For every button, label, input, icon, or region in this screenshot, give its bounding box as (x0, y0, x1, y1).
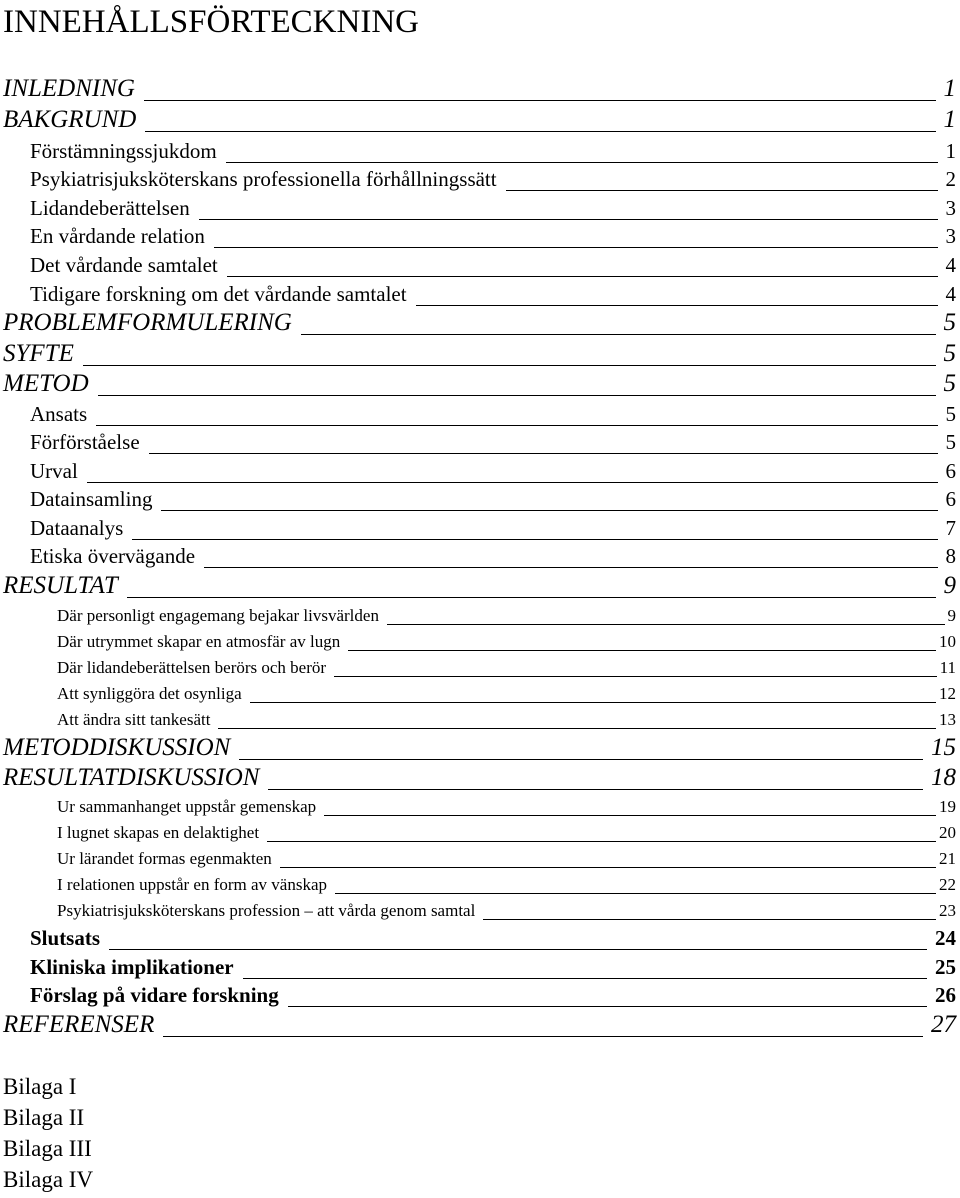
toc-entry[interactable] (30, 486, 956, 512)
toc-entry[interactable] (3, 105, 956, 135)
toc-entry-page: 5 (945, 402, 956, 426)
toc-entry-page: 24 (935, 926, 956, 950)
toc-entry-page: 3 (945, 196, 956, 220)
toc-entry-label: En vårdande relation (30, 224, 205, 248)
toc-entry-page: 21 (939, 849, 956, 868)
toc-entry-page: 23 (939, 901, 956, 920)
toc-leader-line (288, 1006, 927, 1007)
toc-leader-line (324, 815, 936, 816)
toc-entry[interactable] (57, 900, 956, 922)
toc-leader-line (250, 702, 936, 703)
toc-entry[interactable] (30, 166, 956, 192)
toc-entry-page: 18 (931, 764, 956, 791)
page-title: INNEHÅLLSFÖRTECKNING (3, 4, 419, 40)
toc-entry[interactable] (3, 369, 956, 399)
toc-entry-page: 1 (945, 139, 956, 163)
toc-entry-page: 20 (939, 823, 956, 842)
toc-entry-page: 5 (943, 309, 956, 336)
toc-entry[interactable] (30, 223, 956, 249)
toc-entry-page: 5 (943, 370, 956, 397)
toc-entry-page: 9 (943, 572, 956, 599)
toc-leader-line (280, 867, 936, 868)
toc-entry[interactable] (30, 954, 956, 980)
appendix-item[interactable]: Bilaga II (3, 1105, 85, 1130)
toc-leader-line (301, 334, 936, 335)
toc-leader-line (348, 650, 936, 651)
toc-entry-page: 4 (945, 253, 956, 277)
toc-entry-label: Där lidandeberättelsen berörs och berör (57, 658, 327, 677)
appendix-item[interactable]: Bilaga IV (3, 1167, 94, 1192)
toc-entry[interactable] (3, 763, 956, 793)
toc-entry[interactable] (57, 709, 956, 731)
toc-entry-page: 10 (939, 632, 956, 651)
toc-entry-label: REFERENSER (3, 1011, 155, 1038)
toc-leader-line (335, 893, 936, 894)
toc-entry[interactable] (3, 74, 956, 104)
toc-leader-line (163, 1036, 923, 1037)
toc-entry-label: PROBLEMFORMULERING (3, 309, 292, 336)
toc-entry[interactable] (57, 683, 956, 705)
toc-entry-label: Psykiatrisjuksköterskans professionella förhållningssätt (30, 167, 497, 191)
toc-entry-label: Ur lärandet formas egenmakten (57, 849, 272, 868)
toc-leader-line (387, 624, 945, 625)
toc-entry[interactable] (30, 281, 956, 307)
toc-entry[interactable] (30, 458, 956, 484)
toc-entry-label: Där personligt engagemang bejakar livsvärlden (57, 606, 379, 625)
toc-entry[interactable] (30, 982, 956, 1008)
toc-entry[interactable] (57, 848, 956, 870)
toc-entry-label: Där utrymmet skapar en atmosfär av lugn (57, 632, 341, 651)
toc-entry[interactable] (30, 925, 956, 951)
toc-entry-page: 6 (945, 459, 956, 483)
toc-entry[interactable] (3, 571, 956, 601)
toc-entry[interactable] (57, 605, 956, 627)
toc-leader-line (87, 482, 938, 483)
toc-leader-line (83, 365, 936, 366)
toc-leader-line (243, 978, 927, 979)
appendix-item[interactable]: Bilaga I (3, 1074, 77, 1099)
toc-entry-label: SYFTE (3, 340, 74, 367)
toc-entry-label: Ur sammanhanget uppstår gemenskap (57, 797, 317, 816)
toc-leader-line (506, 190, 938, 191)
toc-entry-page: 9 (947, 606, 956, 625)
toc-leader-line (132, 539, 937, 540)
toc-entry-page: 7 (945, 516, 956, 540)
toc-leader-line (96, 425, 937, 426)
toc-entry[interactable] (57, 631, 956, 653)
toc-leader-line (267, 841, 936, 842)
toc-entry-label: BAKGRUND (3, 106, 137, 133)
toc-leader-line (98, 395, 936, 396)
toc-leader-line (109, 949, 927, 950)
toc-leader-line (268, 789, 923, 790)
toc-entry-page: 5 (943, 340, 956, 367)
toc-entry[interactable] (30, 138, 956, 164)
toc-entry-page: 2 (945, 167, 956, 191)
toc-entry-label: METODDISKUSSION (3, 734, 231, 761)
toc-entry[interactable] (57, 657, 956, 679)
toc-entry-label: Förförståelse (30, 430, 140, 454)
toc-entry-label: Ansats (30, 402, 88, 426)
toc-entry[interactable] (3, 339, 956, 369)
toc-leader-line (334, 676, 937, 677)
toc-entry-page: 27 (931, 1011, 956, 1038)
toc-entry[interactable] (3, 1010, 956, 1040)
appendix-item[interactable]: Bilaga III (3, 1136, 92, 1161)
toc-entry-label: I relationen uppstår en form av vänskap (57, 875, 328, 894)
toc-entry-label: Etiska övervägande (30, 544, 196, 568)
toc-leader-line (483, 919, 936, 920)
toc-entry-label: RESULTAT (3, 572, 118, 599)
toc-entry-page: 3 (945, 224, 956, 248)
toc-entry-page: 11 (939, 658, 956, 677)
toc-leader-line (149, 453, 938, 454)
toc-entry-page: 8 (945, 544, 956, 568)
toc-leader-line (127, 597, 936, 598)
toc-entry-label: Psykiatrisjuksköterskans profession – att vårda genom samtal (57, 901, 476, 920)
toc-entry[interactable] (3, 733, 956, 763)
toc-entry-label: Förslag på vidare forskning (30, 983, 279, 1007)
toc-entry-label: INLEDNING (3, 75, 135, 102)
toc-entry-label: Slutsats (30, 926, 101, 950)
toc-entry[interactable] (30, 515, 956, 541)
toc-leader-line (227, 276, 938, 277)
toc-entry-page: 26 (935, 983, 956, 1007)
toc-entry-page: 6 (945, 487, 956, 511)
toc-entry-page: 1 (943, 75, 956, 102)
toc-entry[interactable] (30, 401, 956, 427)
toc-entry-label: Lidandeberättelsen (30, 196, 190, 220)
toc-leader-line (199, 219, 938, 220)
toc-leader-line (239, 759, 923, 760)
toc-leader-line (144, 100, 936, 101)
toc-entry[interactable] (30, 543, 956, 569)
toc-entry-label: I lugnet skapas en delaktighet (57, 823, 260, 842)
toc-entry-page: 22 (939, 875, 956, 894)
toc-entry-label: Kliniska implikationer (30, 955, 234, 979)
toc-entry[interactable] (57, 822, 956, 844)
toc-entry-page: 4 (945, 282, 956, 306)
toc-leader-line (204, 567, 937, 568)
toc-entry-label: Att ändra sitt tankesätt (57, 710, 211, 729)
toc-entry-label: Det vårdande samtalet (30, 253, 218, 277)
toc-entry-label: Dataanalys (30, 516, 124, 540)
toc-entry[interactable] (30, 195, 956, 221)
toc-entry-label: Datainsamling (30, 487, 153, 511)
toc-entry-label: RESULTATDISKUSSION (3, 764, 260, 791)
toc-entry-label: Tidigare forskning om det vårdande samtalet (30, 282, 407, 306)
toc-entry-page: 19 (939, 797, 956, 816)
toc-entry-label: METOD (3, 370, 89, 397)
toc-entry[interactable] (30, 252, 956, 278)
toc-leader-line (218, 728, 936, 729)
toc-entry-label: Att synliggöra det osynliga (57, 684, 242, 703)
toc-entry-page: 12 (939, 684, 956, 703)
toc-entry-page: 25 (935, 955, 956, 979)
toc-entry-label: Urval (30, 459, 78, 483)
toc-leader-line (416, 305, 938, 306)
toc-leader-line (214, 247, 938, 248)
toc-leader-line (145, 131, 935, 132)
toc-entry-page: 5 (945, 430, 956, 454)
toc-entry[interactable] (3, 308, 956, 338)
toc-entry-label: Förstämningssjukdom (30, 139, 217, 163)
toc-entry[interactable] (57, 796, 956, 818)
toc-entry[interactable] (57, 874, 956, 896)
toc-leader-line (161, 510, 937, 511)
toc-entry-page: 1 (943, 106, 956, 133)
toc-leader-line (226, 162, 938, 163)
toc-entry-page: 13 (939, 710, 956, 729)
toc-entry-page: 15 (931, 734, 956, 761)
toc-entry[interactable] (30, 429, 956, 455)
